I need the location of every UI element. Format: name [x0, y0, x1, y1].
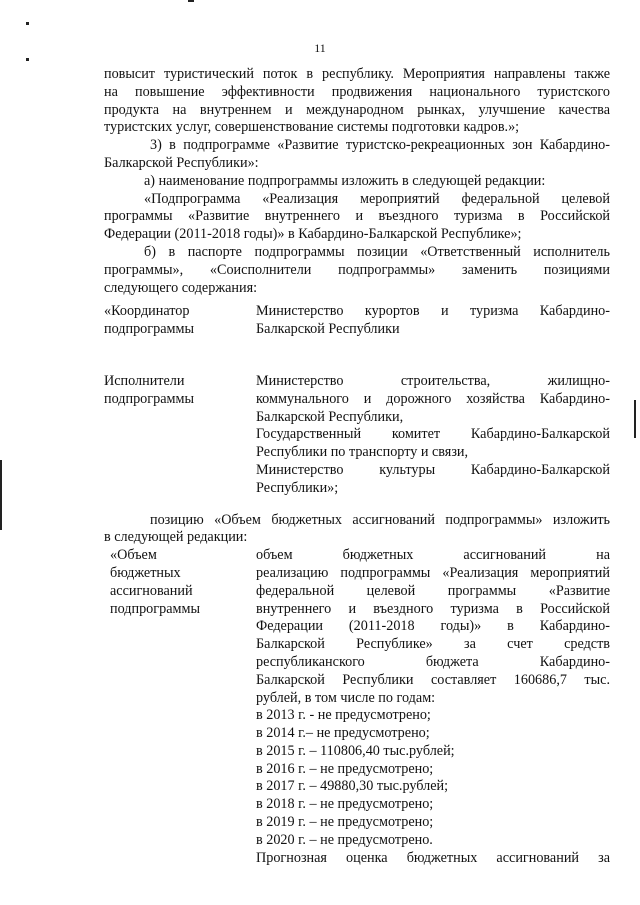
text-line: позицию «Объем бюджетных ассигнований подпрограммы» изложить — [150, 511, 610, 528]
value-line: Министерство культуры Кабардино-Балкарской — [256, 461, 610, 478]
value-line: федеральной целевой программы «Развитие — [256, 582, 610, 599]
value-line: Республики по транспорту и связи, — [256, 444, 469, 461]
intro-paragraph — [104, 66, 610, 137]
text-line: повысит туристический поток в республику. Мероприятия направлены также — [104, 66, 610, 82]
text-line: программы», «Соисполнители подпрограммы» заменить позициями — [104, 261, 610, 278]
text-line: Федерации (2011-2018 годы)» в Кабардино-Балкарской Республике»; — [104, 226, 522, 243]
value-line: Министерство строительства, жилищно- — [256, 372, 610, 389]
item-b-paragraph — [104, 244, 610, 297]
label-line: «Объем — [110, 547, 157, 564]
executors-value — [256, 373, 610, 498]
scan-dot — [26, 58, 29, 61]
text-line: следующего содержания: — [104, 279, 258, 296]
year-line: в 2015 г. – 110806,40 тыс.рублей; — [256, 742, 455, 759]
value-line: внутреннего и въездного туризма в Российской — [256, 600, 610, 617]
text-line: продукта на внутреннем и международном рынках, улучшение качества — [104, 101, 610, 118]
item-3-paragraph — [104, 137, 610, 173]
budget-intro-paragraph — [104, 512, 610, 548]
text-line: Балкарской Республики»: — [104, 154, 259, 171]
coordinator-value — [256, 303, 610, 339]
document-body — [104, 66, 610, 867]
value-line: Балкарской Республики составляет 160686,7 тыс. — [256, 671, 610, 688]
value-line: республиканского бюджета Кабардино- — [256, 653, 610, 670]
label-line: Исполнители — [104, 372, 185, 389]
label-line: подпрограммы — [104, 390, 194, 407]
coordinator-label — [104, 303, 256, 339]
executors-label — [104, 373, 256, 498]
text-line: туристских услуг, совершенствование системы подготовки кадров.»; — [104, 119, 520, 136]
text-line: 3) в подпрограмме «Развитие туристско-рекреационных зон Кабардино- — [150, 137, 610, 154]
scan-mark-top — [188, 0, 194, 2]
coordinator-row — [104, 303, 610, 339]
value-line: Федерации (2011-2018 годы)» в Кабардино- — [256, 618, 610, 635]
text-line: в следующей редакции: — [104, 529, 248, 546]
item-a-line: а) наименование подпрограммы изложить в следующей редакции: — [144, 172, 546, 189]
budget-row — [104, 547, 610, 867]
scan-edge-mark — [0, 460, 2, 530]
value-line: Министерство курортов и туризма Кабардино- — [256, 303, 610, 320]
value-line: объем бюджетных ассигнований на — [256, 547, 610, 564]
text-line: программы «Развитие внутреннего и въездного туризма в Российской — [104, 208, 610, 225]
year-line: в 2017 г. – 49880,30 тыс.рублей; — [256, 778, 449, 795]
page-number: 11 — [314, 41, 326, 55]
label-line: подпрограммы — [104, 321, 194, 338]
scan-edge-mark-right — [634, 400, 636, 438]
text-line: б) в паспорте подпрограммы позиции «Ответственный исполнитель — [144, 243, 610, 260]
year-line: в 2018 г. – не предусмотрено; — [256, 796, 434, 813]
text-line: «Подпрограмма «Реализация мероприятий федеральной целевой — [144, 190, 610, 207]
label-line: «Координатор — [104, 303, 190, 320]
value-line: Балкарской Республики — [256, 321, 400, 338]
scan-dot — [26, 22, 29, 25]
value-line: Балкарской Республике» за счет средств — [256, 636, 610, 653]
text-line: на повышение эффективности продвижения национального туристского — [104, 83, 610, 100]
year-line: в 2020 г. – не предусмотрено. — [256, 831, 433, 848]
label-line: бюджетных — [110, 564, 181, 581]
value-line: рублей, в том числе по годам: — [256, 689, 436, 706]
year-line: в 2014 г.– не предусмотрено; — [256, 725, 430, 742]
value-line: Республики»; — [256, 479, 339, 496]
year-line: в 2013 г. - не предусмотрено; — [256, 707, 431, 724]
forecast-line: Прогнозная оценка бюджетных ассигнований за — [256, 849, 610, 866]
label-line: ассигнований — [110, 582, 193, 599]
budget-label — [104, 547, 256, 867]
value-line: реализацию подпрограммы «Реализация мероприятий — [256, 564, 610, 581]
label-line: подпрограммы — [110, 600, 200, 617]
subprogram-name-paragraph — [104, 191, 610, 244]
year-line: в 2016 г. – не предусмотрено; — [256, 760, 434, 777]
value-line: коммунального и дорожного хозяйства Кабардино- — [256, 390, 610, 407]
year-line: в 2019 г. – не предусмотрено; — [256, 814, 434, 831]
value-line: Балкарской Республики, — [256, 408, 404, 425]
value-line: Государственный комитет Кабардино-Балкарской — [256, 426, 610, 443]
executors-row — [104, 373, 610, 498]
budget-value — [256, 547, 610, 867]
